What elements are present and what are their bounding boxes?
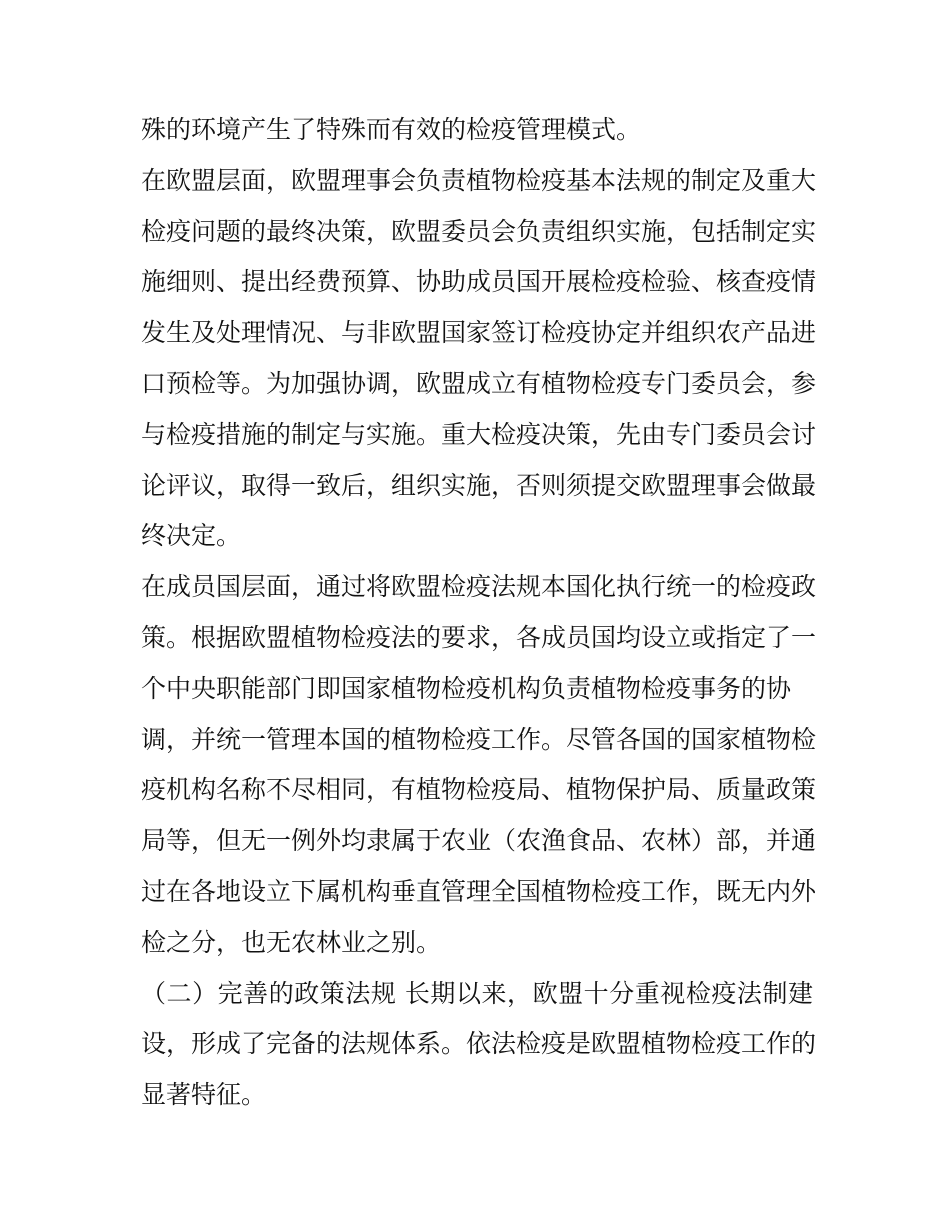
text-line-6: 口预检等。为加强协调，欧盟成立有植物检疫专门委员会，参 [141,368,817,398]
text-line-18: （二）完善的政策法规 长期以来，欧盟十分重视检疫法制建 [141,978,813,1008]
text-line-5: 发生及处理情况、与非欧盟国家签订检疫协定并组织农产品进 [141,318,817,348]
text-line-3: 检疫问题的最终决策，欧盟委员会负责组织实施，包括制定实 [141,216,817,246]
text-line-11: 策。根据欧盟植物检疫法的要求，各成员国均设立或指定了一 [141,622,817,652]
text-line-10: 在成员国层面，通过将欧盟检疫法规本国化执行统一的检疫政 [141,572,817,602]
text-line-8: 论评议，取得一致后，组织实施，否则须提交欧盟理事会做最 [141,470,817,500]
text-line-14: 疫机构名称不尽相同，有植物检疫局、植物保护局、质量政策 [141,775,817,805]
text-line-2: 在欧盟层面，欧盟理事会负责植物检疫基本法规的制定及重大 [141,165,817,195]
text-line-16: 过在各地设立下属机构垂直管理全国植物检疫工作，既无内外 [141,876,817,906]
text-line-20: 显著特征。 [141,1080,267,1110]
text-line-15: 局等，但无一例外均隶属于农业（农渔食品、农林）部，并通 [141,826,817,856]
text-line-1: 殊的环境产生了特殊而有效的检疫管理模式。 [141,115,642,144]
text-line-4: 施细则、提出经费预算、协助成员国开展检疫检验、核查疫情 [141,267,817,297]
text-line-19: 设，形成了完备的法规体系。依法检疫是欧盟植物检疫工作的 [141,1029,817,1059]
text-line-17: 检之分，也无农林业之别。 [141,927,442,957]
text-line-13: 调，并统一管理本国的植物检疫工作。尽管各国的国家植物检 [141,724,817,754]
text-line-9: 终决定。 [141,521,242,551]
body-text [141,105,817,1121]
text-line-12: 个中央职能部门即国家植物检疫机构负责植物检疫事务的协 [141,673,792,703]
text-line-7: 与检疫措施的制定与实施。重大检疫决策，先由专门委员会讨 [141,419,817,449]
